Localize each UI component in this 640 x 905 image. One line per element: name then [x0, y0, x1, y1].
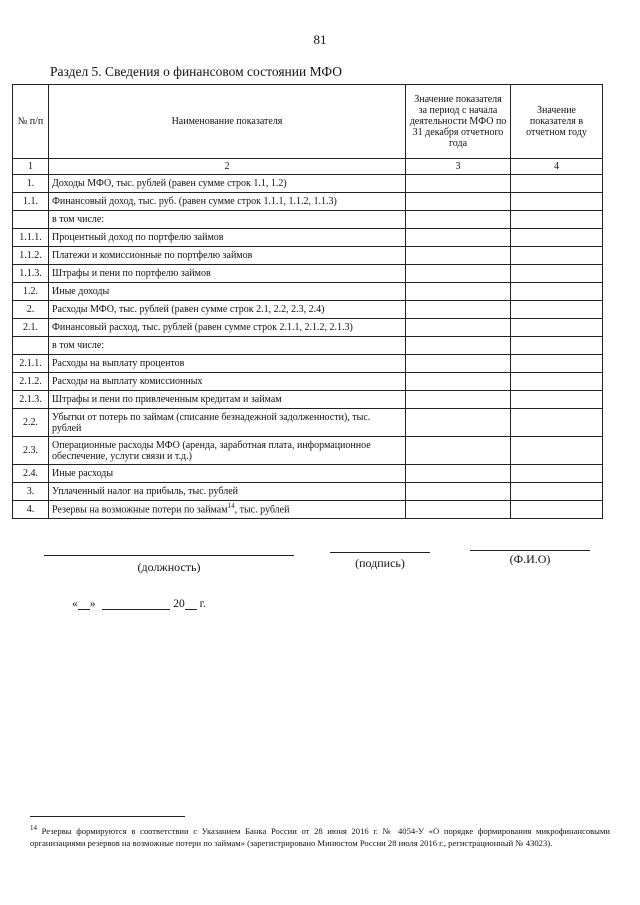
row-name: Уплаченный налог на прибыль, тыс. рублей — [49, 483, 406, 501]
table-row — [13, 409, 603, 437]
row-name: Расходы на выплату комиссионных — [49, 373, 406, 391]
value-cell[interactable] — [406, 337, 511, 355]
value-cell[interactable] — [406, 501, 511, 519]
row-name: в том числе: — [49, 337, 406, 355]
value-cell[interactable] — [406, 373, 511, 391]
footnote-marker: 14 — [227, 502, 235, 511]
row-number: 1.1.2. — [13, 247, 49, 265]
row-number: 1.1.1. — [13, 229, 49, 247]
financial-table — [12, 84, 603, 519]
value-cell[interactable] — [511, 319, 603, 337]
value-cell[interactable] — [406, 355, 511, 373]
month-field[interactable] — [102, 609, 170, 610]
value-cell[interactable] — [511, 175, 603, 193]
table-row — [13, 501, 603, 519]
position-label: (должность) — [137, 560, 201, 574]
header-name: Наименование показателя — [49, 85, 406, 159]
row-number: 3. — [13, 483, 49, 501]
row-number: 1.1.3. — [13, 265, 49, 283]
row-name: в том числе: — [49, 211, 406, 229]
value-cell[interactable] — [511, 301, 603, 319]
page-number: 81 — [313, 32, 327, 47]
row-name: Расходы на выплату процентов — [49, 355, 406, 373]
table-row — [13, 247, 603, 265]
value-cell[interactable] — [511, 355, 603, 373]
value-cell[interactable] — [406, 229, 511, 247]
table-row — [13, 337, 603, 355]
table-row — [13, 391, 603, 409]
value-cell[interactable] — [511, 283, 603, 301]
value-cell[interactable] — [511, 211, 603, 229]
row-number: 1. — [13, 175, 49, 193]
footnote — [30, 824, 610, 849]
value-cell[interactable] — [406, 175, 511, 193]
value-cell[interactable] — [406, 283, 511, 301]
header-period-value: Значение показателя за период с начала деятельности МФО по 31 декабря отчетного года — [406, 85, 511, 159]
table-row — [13, 465, 603, 483]
value-cell[interactable] — [511, 229, 603, 247]
value-cell[interactable] — [511, 465, 603, 483]
value-cell[interactable] — [406, 437, 511, 465]
row-number — [13, 337, 49, 355]
row-name: Штрафы и пени по привлеченным кредитам и займам — [49, 391, 406, 409]
value-cell[interactable] — [406, 483, 511, 501]
table-row — [13, 355, 603, 373]
row-number: 1.2. — [13, 283, 49, 301]
signature-line[interactable] — [330, 552, 430, 553]
row-number: 2.3. — [13, 437, 49, 465]
row-number: 2.1.2. — [13, 373, 49, 391]
row-name: Процентный доход по портфелю займов — [49, 229, 406, 247]
row-name: Финансовый расход, тыс. рублей (равен сумме строк 2.1.1, 2.1.2, 2.1.3) — [49, 319, 406, 337]
date-line — [72, 598, 206, 610]
header-num: № п/п — [13, 85, 49, 159]
row-name: Убытки от потерь по займам (списание безнадежной задолженности), тыс. рублей — [49, 409, 406, 437]
row-name: Доходы МФО, тыс. рублей (равен сумме строк 1.1, 1.2) — [49, 175, 406, 193]
row-number: 2. — [13, 301, 49, 319]
row-name: Операционные расходы МФО (аренда, заработная плата, информационное обеспечение, услуги связи и т.д.) — [49, 437, 406, 465]
date-close-quote: » — [89, 598, 96, 610]
row-name: Штрафы и пени по портфелю займов — [49, 265, 406, 283]
value-cell[interactable] — [511, 391, 603, 409]
table-row — [13, 483, 603, 501]
row-number: 2.1.3. — [13, 391, 49, 409]
row-number: 2.2. — [13, 409, 49, 437]
value-cell[interactable] — [511, 265, 603, 283]
year-field[interactable] — [185, 609, 197, 610]
table-row — [13, 437, 603, 465]
column-number: 1 — [13, 159, 49, 175]
section-title: Раздел 5. Сведения о финансовом состоянии МФО — [50, 64, 342, 79]
value-cell[interactable] — [511, 501, 603, 519]
column-number: 3 — [406, 159, 511, 175]
value-cell[interactable] — [406, 265, 511, 283]
value-cell[interactable] — [511, 247, 603, 265]
column-number: 2 — [49, 159, 406, 175]
value-cell[interactable] — [511, 193, 603, 211]
table-row — [13, 283, 603, 301]
row-number: 2.1.1. — [13, 355, 49, 373]
value-cell[interactable] — [406, 211, 511, 229]
value-cell[interactable] — [511, 409, 603, 437]
value-cell[interactable] — [406, 301, 511, 319]
value-cell[interactable] — [511, 337, 603, 355]
row-name: Финансовый доход, тыс. руб. (равен сумме строк 1.1.1, 1.1.2, 1.1.3) — [49, 193, 406, 211]
table-row — [13, 175, 603, 193]
table-row — [13, 229, 603, 247]
value-cell[interactable] — [511, 483, 603, 501]
date-open-quote: « — [72, 598, 78, 610]
value-cell[interactable] — [406, 465, 511, 483]
row-name: Расходы МФО, тыс. рублей (равен сумме строк 2.1, 2.2, 2.3, 2.4) — [49, 301, 406, 319]
value-cell[interactable] — [406, 193, 511, 211]
column-number: 4 — [511, 159, 603, 175]
year-suffix: г. — [199, 598, 206, 610]
signature-label: (подпись) — [355, 556, 405, 570]
row-number: 2.4. — [13, 465, 49, 483]
table-row — [13, 319, 603, 337]
value-cell[interactable] — [511, 437, 603, 465]
day-field[interactable] — [78, 609, 90, 610]
value-cell[interactable] — [406, 247, 511, 265]
table-row — [13, 373, 603, 391]
row-number — [13, 211, 49, 229]
row-name: Иные расходы — [49, 465, 406, 483]
year-prefix: 20 — [173, 598, 185, 610]
name-line[interactable] — [470, 550, 590, 551]
row-name-suffix: , тыс. рублей — [234, 504, 290, 516]
value-cell[interactable] — [406, 391, 511, 409]
row-name: Иные доходы — [49, 283, 406, 301]
value-cell[interactable] — [511, 373, 603, 391]
row-number: 2.1. — [13, 319, 49, 337]
row-name-text: Резервы на возможные потери по займам — [52, 504, 228, 516]
name-label: (Ф.И.О) — [509, 552, 551, 566]
row-name: Платежи и комиссионные по портфелю займов — [49, 247, 406, 265]
value-cell[interactable] — [406, 319, 511, 337]
footnote-number: 14 — [30, 824, 37, 832]
row-number: 1.1. — [13, 193, 49, 211]
table-row — [13, 193, 603, 211]
row-number: 4. — [13, 501, 49, 519]
footnote-separator — [30, 816, 185, 817]
value-cell[interactable] — [406, 409, 511, 437]
footnote-text: Резервы формируются в соответствии с Указанием Банка России от 28 июня 2016 г. № 4054-У «О порядке формирования микрофинансовыми организациями резервов на возможные потери по займам» (зарегистрировано Минюстом России 28 июля 2016 г., регистрационный № 43023). — [30, 825, 610, 848]
table-row — [13, 301, 603, 319]
header-year-value: Значение показателя в отчетном году — [511, 85, 603, 159]
table-row — [13, 265, 603, 283]
table-row — [13, 211, 603, 229]
position-line[interactable] — [44, 555, 294, 556]
row-name — [49, 501, 406, 519]
